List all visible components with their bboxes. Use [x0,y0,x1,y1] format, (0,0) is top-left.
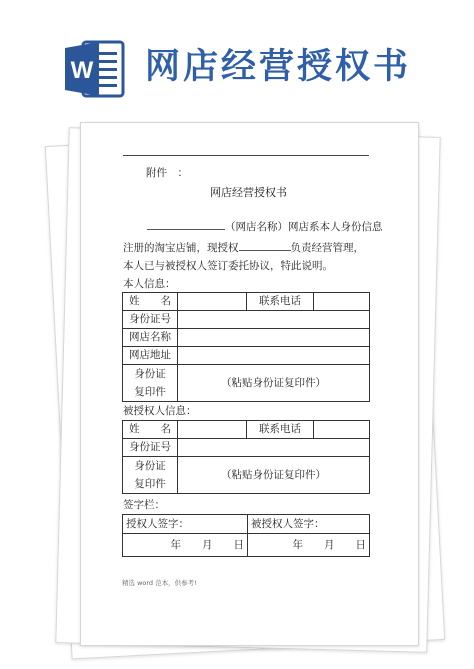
attachment-label: 附件 ： [146,167,188,179]
id-copy-label: 身份证 复印件 [123,365,178,402]
signature-table [122,514,370,557]
section-signature: 签字栏： [123,499,165,511]
agent-name-label: 姓 名 [123,421,178,439]
section-principal: 本人信息： [123,278,176,290]
phone-label: 联系电话 [247,293,314,311]
shop-address-label: 网店地址 [123,347,178,365]
id-label: 身份证号 [123,311,178,329]
agent-signature-date[interactable]: 年 月 日 [248,534,370,557]
shop-name-blank [147,229,225,230]
name-label: 姓 名 [123,293,178,311]
shop-name-value[interactable] [178,329,370,347]
id-value[interactable] [178,311,370,329]
paragraph-line-1: （网店名称）网店系本人身份信息 [147,220,383,234]
word-logo-letter: W [70,57,94,84]
agent-name-value[interactable] [178,421,247,439]
shop-address-value[interactable] [178,347,370,365]
paragraph-line-2: 注册的淘宝店铺，现授权 负责经营管理， [123,242,364,254]
agent-id-value[interactable] [178,439,370,457]
principal-signature-date[interactable]: 年 月 日 [123,534,248,557]
document-title: 网店经营授权书 [210,186,287,199]
agent-signature-label[interactable]: 被授权人签字： [248,515,370,534]
page-title: 网店经营授权书 [145,47,412,87]
word-icon [63,38,125,100]
id-copy-area[interactable]: （粘贴身份证复印件） [178,365,370,402]
principal-info-table [122,292,370,402]
agent-phone-value[interactable] [314,421,370,439]
phone-value[interactable] [314,293,370,311]
agent-id-copy-area[interactable]: （粘贴身份证复印件） [178,457,370,494]
agent-name-blank [239,250,291,251]
name-value[interactable] [178,293,247,311]
footer-note: 精选 word 范本，供参考! [122,579,197,587]
principal-signature-label[interactable]: 授权人签字： [123,515,248,534]
agent-id-label: 身份证号 [123,439,178,457]
agent-phone-label: 联系电话 [247,421,314,439]
paragraph-line-3: 本人已与被授权人签订委托协议，特此说明。 [123,260,333,272]
section-agent: 被授权人信息： [123,405,197,417]
agent-id-copy-label: 身份证 复印件 [123,457,178,494]
top-rule [123,155,369,156]
agent-info-table [122,420,370,494]
shop-name-label: 网店名称 [123,329,178,347]
